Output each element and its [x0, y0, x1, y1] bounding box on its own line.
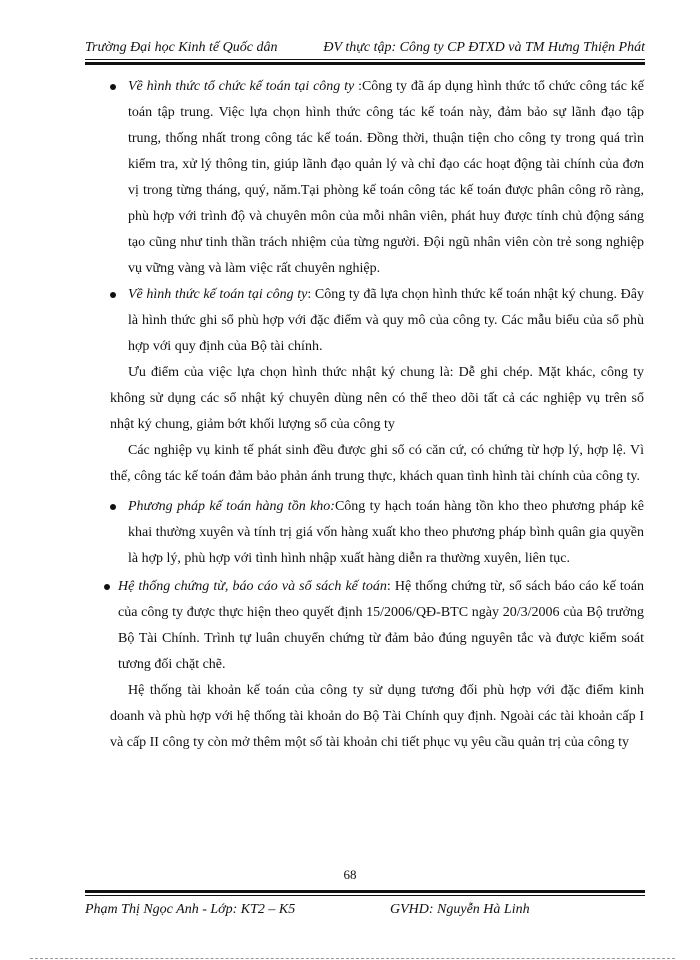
header-internship-unit: ĐV thực tập: Công ty CP ĐTXD và TM Hưng Thiện Phát: [323, 40, 645, 55]
bullet-item-accounting-form: [110, 282, 644, 360]
paragraph-transactions: Các nghiệp vụ kinh tế phát sinh đều được ghi sổ có căn cứ, có chứng từ hợp lý, hợp lệ. Vì thế, công tác kế toán đảm bảo phản ánh trung thực, khách quan tình hình tài chính của công ty.: [110, 443, 644, 484]
header-school: Trường Đại học Kinh tế Quốc dân: [85, 40, 278, 55]
bullet-text: Công ty hạch toán hàng tồn kho theo phương pháp kê khai thường xuyên và tính trị giá vốn hàng xuất kho theo phương pháp bình quân gia quyền là hợp lý, phù hợp với tình hình nhập xuất hàng diễn ra thường xuyên, liên tục.: [128, 499, 644, 566]
bullet-title: Về hình thức tổ chức kế toán tại công ty: [128, 79, 355, 94]
bullet-text: :Công ty đã áp dụng hình thức tổ chức công tác kế toán tập trung. Việc lựa chọn hình thức công tác kế toán này, đảm bảo sự lãnh đạo tập trung, thống nhất trong công tác kế toán. Đồng thời, thuận tiện cho công ty trong quá trìn kiểm tra, xử lý thông tin, giúp lãnh đạo quản lý và chỉ đạo các hoạt động tài chính của đơn vị trong từng tháng, quý, năm.Tại phòng kế toán công tác kế toán được phân công rõ ràng, phù hợp với trình độ và chuyên môn của mỗi nhân viên, phát huy được tính chủ động sáng tạo cũng như tinh thần trách nhiệm của từng người. Đội ngũ nhân viên còn trẻ song nghiệp vụ vững vàng và làm việc rất chuyên nghiệp.: [128, 79, 644, 276]
page-number: 68: [343, 867, 357, 882]
bullet-title: Phương pháp kế toán hàng tồn kho:: [128, 499, 335, 514]
footer-student: Phạm Thị Ngọc Anh - Lớp: KT2 – K5: [85, 902, 296, 917]
bullet-item-documents-system: [104, 574, 644, 678]
bullet-text: : Hệ thống chứng từ, sổ sách báo cáo kế toán của công ty được thực hiện theo quyết định 15/2006/QĐ-BTC ngày 20/3/2006 của Bộ trưởng Bộ Tài Chính. Trình tự luân chuyển chứng từ đảm bảo đúng nguyên tắc và được kiểm soát tương đối chặt chẽ.: [118, 579, 644, 672]
header-rule-thick: [85, 62, 645, 65]
paragraph-account-system: Hệ thống tài khoản kế toán của công ty sử dụng tương đối phù hợp với đặc điểm kinh doanh và phù hợp với hệ thống tài khoản do Bộ Tài Chính quy định. Ngoài các tài khoản cấp I và cấp II công ty còn mở thêm một số tài khoản chi tiết phục vụ yêu cầu quản trị của công ty: [110, 683, 644, 750]
footer-rule-thin: [85, 895, 645, 896]
footer-rule-thick: [85, 890, 645, 893]
paragraph-advantages: Ưu điểm của việc lựa chọn hình thức nhật ký chung là: Dễ ghi chép. Mặt khác, công ty không sử dụng các sổ nhật ký chuyên dùng nên có thể theo dõi tất cả các nghiệp vụ trên sổ nhật ký chung, giảm bớt khối lượng sổ của công ty: [110, 365, 644, 432]
bullet-icon: [110, 84, 116, 90]
page-header: [85, 40, 645, 56]
bullet-item-inventory-method: [110, 494, 644, 572]
bullet-title: Về hình thức kế toán tại công ty: [128, 287, 308, 302]
bullet-icon: [110, 504, 116, 510]
bullet-item-accounting-organization: [110, 74, 644, 282]
page-break-divider: [30, 958, 675, 959]
document-body: [110, 74, 644, 756]
bullet-icon: [104, 584, 110, 590]
header-rule-thin: [85, 59, 645, 60]
bullet-title: Hệ thống chứng từ, báo cáo và sổ sách kế toán: [118, 579, 387, 594]
footer-supervisor: GVHD: Nguyễn Hà Linh: [390, 902, 530, 917]
bullet-icon: [110, 292, 116, 298]
bullet-text: : Công ty đã lựa chọn hình thức kế toán nhật ký chung. Đây là hình thức ghi sổ phù hợp với đặc điểm và quy mô của công ty. Các mẫu biểu của sổ phù hợp với quy định của Bộ tài chính.: [128, 287, 644, 354]
